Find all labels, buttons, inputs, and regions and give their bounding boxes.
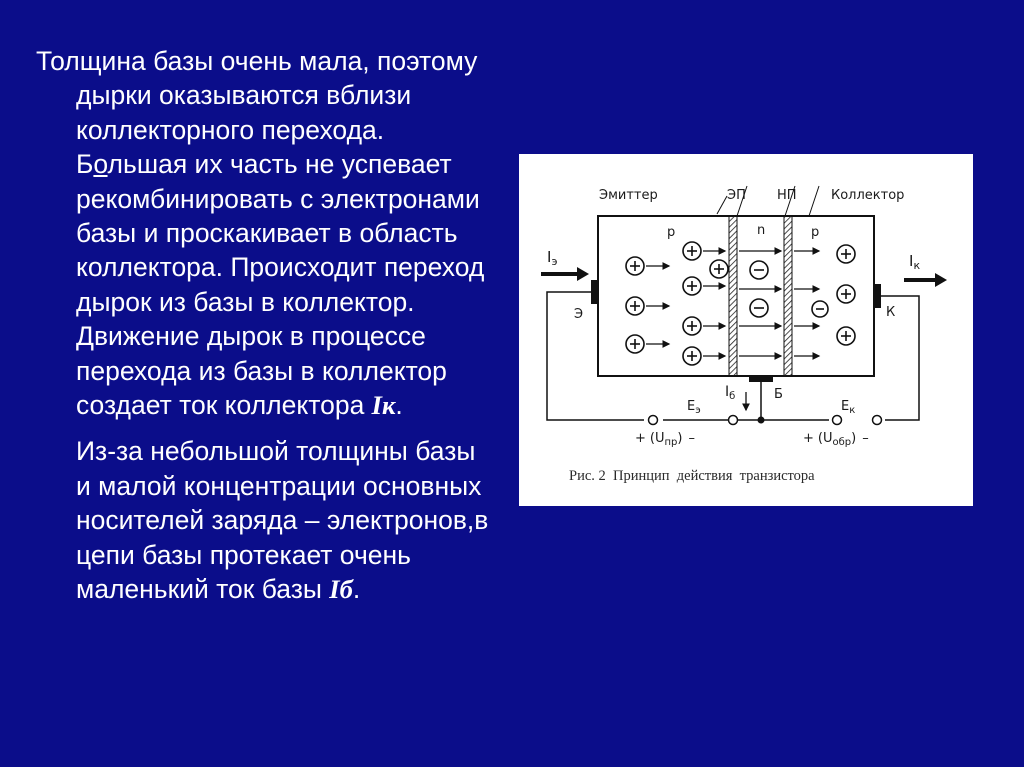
label-ik: $I_к$ [909,252,921,272]
emitter-arrows [646,251,725,356]
label-terminal-k: К [886,305,896,320]
emitter-current-arrow [541,267,589,281]
emitter-holes [626,242,728,365]
label-u-pr: + $(U_{пр})$ – [635,431,695,448]
transistor-figure [519,154,973,506]
label-source-ee: $E_э$ [687,399,701,416]
region-n: n [757,223,766,238]
label-ie: $I_э$ [547,248,558,268]
base-contact [749,376,773,382]
label-np: НП [777,188,797,203]
region-p-left: р [667,225,676,240]
region-p-right: р [811,225,820,240]
collector-junction [784,216,792,376]
paragraph-1-end: . [395,390,403,421]
transistor-diagram [519,154,973,506]
paragraph-1-text-c: льшая их часть не успевает рекомбинировать с электронами базы и проскакивает в область коллектора. Происходит переход дырок из базы в коллектор. Движение дырок в процессе перехода из базы в коллектор создает ток коллектора [76,149,485,421]
underlined-letter: о [93,149,108,180]
paragraph-2-end: . [352,574,361,605]
label-terminal-b: Б [774,387,783,402]
base-current-symbol: Iб [329,574,353,605]
label-u-obr: + $(U_{обр})$ – [803,431,869,448]
collector-holes [812,245,855,345]
slide-text [36,44,496,607]
ep-leader [717,196,727,214]
base-node [758,417,765,424]
figure-caption: Рис. 2 Принцип действия транзистора [569,468,815,484]
collector-current-arrow [904,273,947,287]
label-ep: ЭП [727,188,746,203]
collector-leader [809,186,819,216]
label-ib: $I_б$ [725,384,736,402]
paragraph-1-text-a: Толщина базы очень мала, поэтому дырки оказываются вблизи коллекторного перехода. Б [36,46,478,180]
paragraph-2-text: Из-за небольшой толщины базы и малой концентрации основных носителей заряда – электронов,в цепи базы протекает очень маленький ток базы [76,436,489,605]
emitter-junction [729,216,737,376]
label-terminal-e: Э [574,307,584,322]
paragraph-2 [76,434,496,606]
paragraph-1 [36,44,496,422]
label-collector: Коллектор [831,188,905,203]
label-emitter: Эмиттер [599,188,658,203]
collector-contact [874,284,881,308]
label-source-ek: $E_к$ [841,399,856,416]
collector-current-symbol: Iк [371,390,396,421]
emitter-contact [591,280,598,304]
